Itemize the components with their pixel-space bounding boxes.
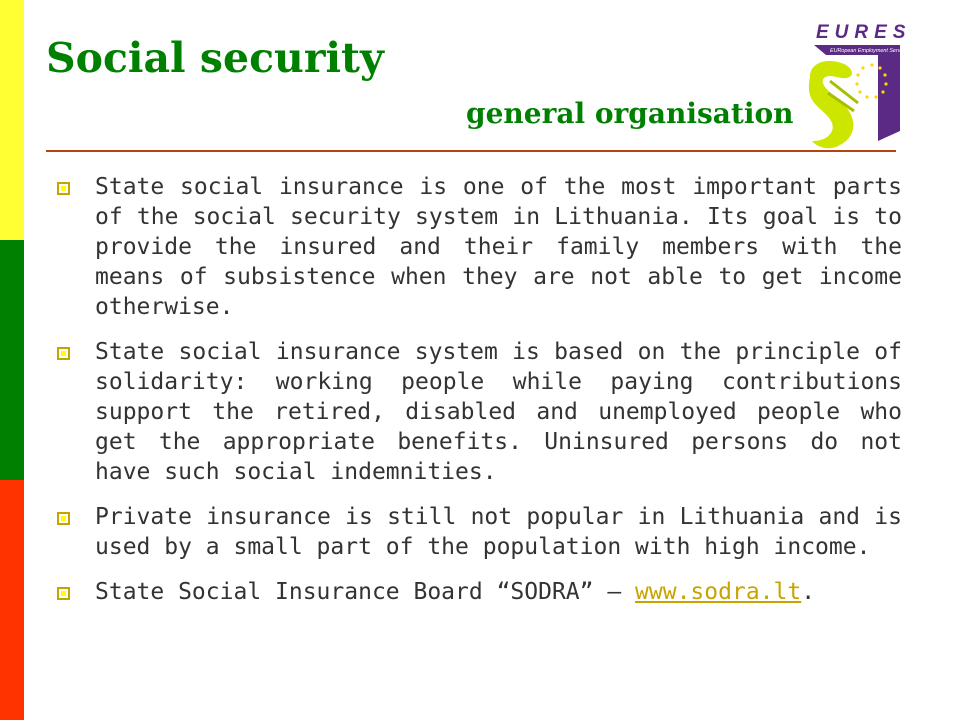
square-bullet-icon: [57, 512, 70, 525]
title-divider: [46, 150, 896, 152]
flag-stripe-green: [0, 240, 24, 480]
bullet-text: State social insurance is one of the most important parts of the social security system in Lithuania. Its goal is to provide the insured and their family members with the means of subsistence when they are not able to get income otherwise.: [95, 174, 902, 320]
flag-stripe-red: [0, 480, 24, 720]
slide-subtitle: general organisation: [466, 97, 794, 130]
eures-logo-icon: [800, 15, 915, 155]
list-item: [54, 172, 902, 322]
list-item: [54, 577, 902, 607]
slide-title: Social security: [46, 34, 384, 82]
eures-logo-text: EURES: [816, 22, 912, 43]
bullet-text: State Social Insurance Board “SODRA” –: [95, 579, 636, 605]
bullet-text: State social insurance system is based on the principle of solidarity: working people while paying contributions support the retired, disabled and unemployed people who get the appropriate benefits. Uninsured persons do not have such social indemnities.: [95, 339, 902, 485]
flag-stripe-yellow: [0, 0, 24, 240]
sodra-link[interactable]: www.sodra.lt: [635, 579, 802, 605]
list-item: [54, 337, 902, 487]
bullet-text: Private insurance is still not popular in Lithuania and is used by a small part of the population with high income.: [95, 504, 902, 560]
square-bullet-icon: [57, 347, 70, 360]
eures-logo-subtext: EURopean Employment Services: [830, 48, 910, 54]
list-item: [54, 502, 902, 562]
bullet-list: [54, 172, 902, 622]
square-bullet-icon: [57, 587, 70, 600]
square-bullet-icon: [57, 182, 70, 195]
bullet-suffix: .: [801, 579, 816, 605]
